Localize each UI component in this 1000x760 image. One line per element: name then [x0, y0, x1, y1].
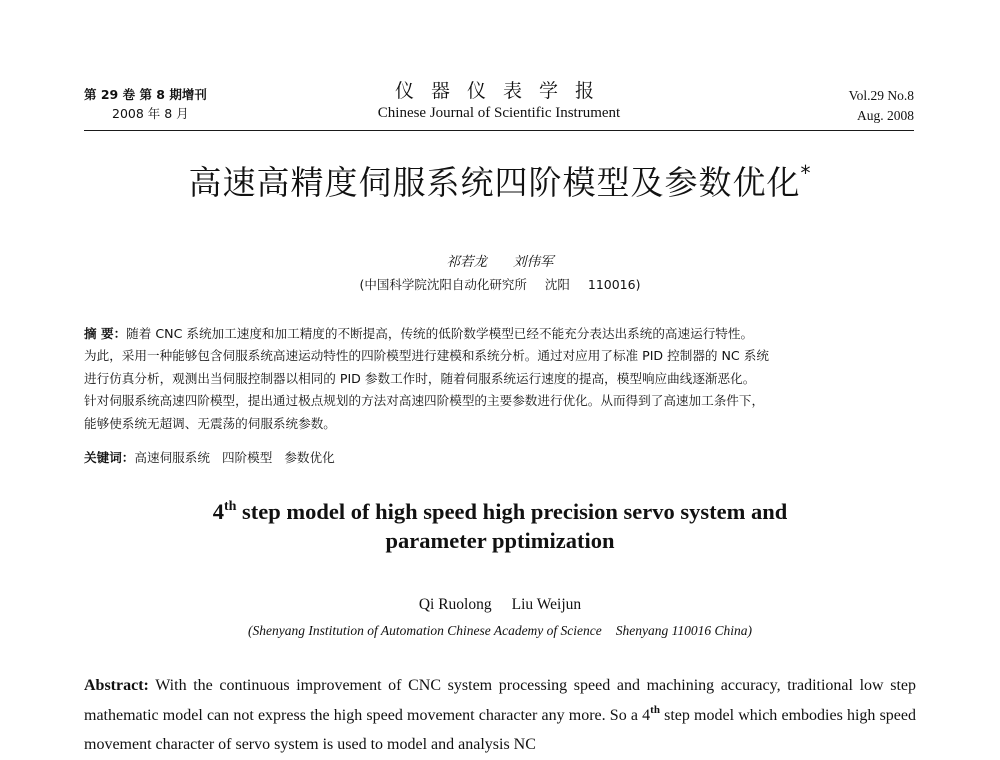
paper-title-en — [0, 497, 1000, 555]
authors-cn — [0, 252, 1000, 272]
keywords-label-cn: 关键词： — [84, 450, 135, 465]
abstract-cn-line-3: 进行仿真分析，观测出当伺服控制器以相同的 PID 参数工作时，随着伺服系统运行速度的提高，模型响应曲线逐渐恶化。 — [84, 370, 756, 386]
journal-name-en: Chinese Journal of Scientific Instrument — [377, 105, 621, 121]
title-en-line-1-rest: step model of high speed high precision servo system and — [236, 499, 788, 524]
volume-issue-en: Vol.29 No.8 — [848, 88, 914, 103]
keyword-cn-1: 高速伺服系统 — [134, 450, 210, 465]
author-en-2: Liu Weijun — [511, 596, 582, 613]
journal-header — [84, 80, 914, 131]
keyword-cn-2: 四阶模型 — [221, 450, 273, 465]
title-en-order: 4 — [212, 499, 224, 524]
title-en-line-1 — [0, 497, 1000, 526]
authors-en — [0, 595, 1000, 615]
title-footnote-mark: * — [800, 161, 812, 185]
affiliation-postcode-cn: 110016) — [587, 277, 641, 292]
journal-name-cn: 仪器仪表学报 — [394, 80, 611, 102]
keyword-cn-3: 参数优化 — [284, 450, 335, 465]
abstract-cn-line-4: 针对伺服系统高速四阶模型，提出通过极点规划的方法对高速四阶模型的主要参数进行优化。从而得到了高速加工条件下， — [84, 393, 765, 409]
affiliation-en — [0, 621, 1000, 641]
author-cn-2: 刘伟军 — [513, 254, 554, 270]
issue-date-en: Aug. 2008 — [857, 108, 914, 123]
abstract-cn-line-5: 能够使系统无超调、无震荡的伺服系统参数。 — [84, 415, 336, 431]
journal-name — [84, 80, 914, 124]
abstract-en-text-1: With the continuous improvement of CNC system processing speed and machining accuracy, traditional low step mathematic model can not express the high speed movement character any more. So a 4 — [84, 677, 916, 724]
abstract-en-ordinal: th — [650, 703, 660, 716]
abstract-label-cn: 摘 要： — [84, 326, 127, 341]
abstract-label-en: Abstract: — [84, 677, 149, 694]
abstract-cn-line-1 — [84, 323, 916, 345]
abstract-en-text-2: step model which embodies high speed movement character of servo system is used to model and analysis NC — [84, 706, 917, 753]
affiliation-cn — [0, 276, 1000, 294]
author-cn-1: 祁若龙 — [446, 254, 487, 270]
affiliation-city-en: Shenyang 110016 China) — [615, 623, 753, 638]
abstract-en — [84, 671, 916, 760]
title-en-line-2: parameter pptimization — [385, 528, 615, 553]
abstract-cn-line-2: 为此，采用一种能够包含伺服系统高速运动特性的四阶模型进行建模和系统分析。通过对应用了标准 PID 控制器的 NC 系统 — [84, 348, 769, 364]
affiliation-org-en: (Shenyang Institution of Automation Chinese Academy of Science — [247, 623, 602, 638]
issue-date-cn: 2008 年 8 月 — [112, 106, 189, 121]
keywords-cn — [84, 449, 916, 467]
title-text-cn: 高速高精度伺服系统四阶模型及参数优化 — [188, 163, 801, 202]
affiliation-org-cn: (中国科学院沈阳自动化研究所 — [359, 277, 527, 292]
volume-issue-cn: 第 29 卷 第 8 期增刊 — [84, 87, 207, 102]
abstract-cn-text-1: 随着 CNC 系统加工速度和加工精度的不断提高，传统的低阶数学模型已经不能充分表达出系统的高速运行特性。 — [126, 326, 754, 341]
author-en-1: Qi Ruolong — [418, 596, 492, 613]
journal-issue-en — [849, 86, 914, 126]
paper-title-cn — [0, 160, 1000, 206]
abstract-cn — [84, 323, 916, 435]
affiliation-city-cn: 沈阳 — [544, 277, 570, 292]
title-en-ordinal: th — [223, 499, 237, 514]
